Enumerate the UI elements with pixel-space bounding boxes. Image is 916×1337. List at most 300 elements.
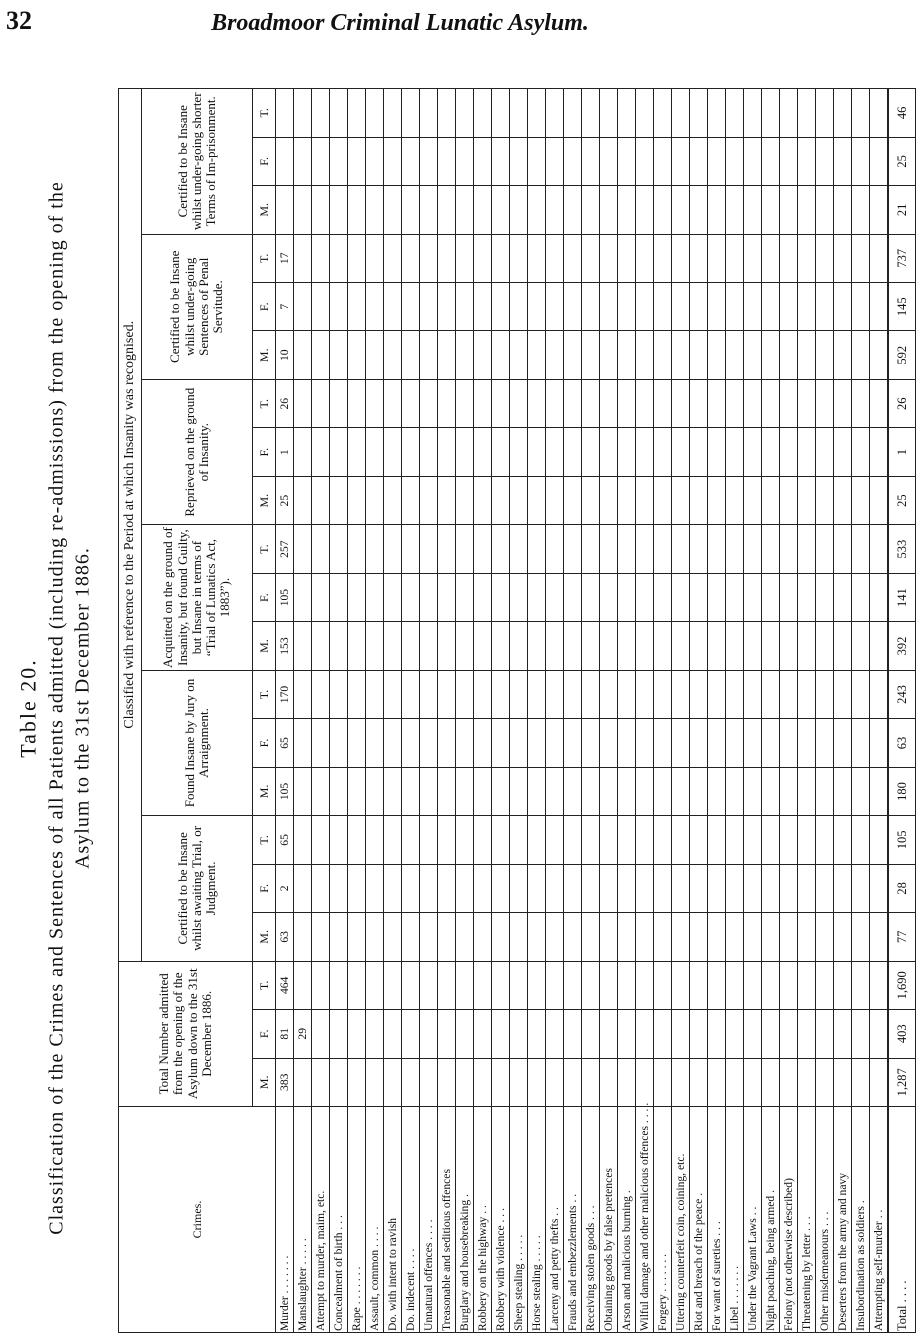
count-cell xyxy=(366,670,384,718)
crime-label: Manslaughter . . . . . xyxy=(294,1107,312,1333)
group-header-imprisonment: Certified to be Insane whilst under-going shorter Terms of Im-prisonment. xyxy=(142,89,253,235)
count-cell xyxy=(402,913,420,961)
sub-header-m: M. xyxy=(253,622,276,670)
count-cell xyxy=(582,961,600,1009)
count-cell xyxy=(330,379,348,427)
count-cell xyxy=(294,573,312,621)
count-cell: 2 xyxy=(276,864,294,912)
table-row xyxy=(330,89,348,1333)
count-cell xyxy=(330,573,348,621)
count-cell xyxy=(366,573,384,621)
count-cell xyxy=(492,573,510,621)
table-row xyxy=(816,89,834,1333)
count-cell xyxy=(564,331,582,379)
count-cell xyxy=(402,1010,420,1058)
count-cell xyxy=(708,961,726,1009)
count-cell xyxy=(546,89,564,138)
count-cell xyxy=(456,1058,474,1106)
count-cell xyxy=(816,379,834,427)
count-cell xyxy=(546,1010,564,1058)
count-cell xyxy=(870,525,889,573)
count-cell xyxy=(384,913,402,961)
count-cell xyxy=(618,234,636,282)
count-cell xyxy=(744,525,762,573)
count-cell xyxy=(636,331,654,379)
count-cell xyxy=(852,428,870,476)
table-row xyxy=(636,89,654,1333)
count-cell: 105 xyxy=(888,816,916,864)
count-cell xyxy=(600,331,618,379)
count-cell xyxy=(330,234,348,282)
count-cell xyxy=(366,1010,384,1058)
count-cell xyxy=(798,864,816,912)
count-cell xyxy=(564,283,582,331)
count-cell xyxy=(834,428,852,476)
count-cell xyxy=(708,719,726,767)
count-cell xyxy=(762,525,780,573)
count-cell xyxy=(438,331,456,379)
crime-label: Libel . . . . . . . xyxy=(726,1107,744,1333)
count-cell xyxy=(510,670,528,718)
count-cell xyxy=(816,864,834,912)
count-cell xyxy=(528,331,546,379)
count-cell: 243 xyxy=(888,670,916,718)
count-cell xyxy=(492,379,510,427)
count-cell xyxy=(420,428,438,476)
count-cell xyxy=(618,89,636,138)
table-row xyxy=(366,89,384,1333)
count-cell xyxy=(546,864,564,912)
count-cell xyxy=(618,816,636,864)
count-cell xyxy=(312,283,330,331)
count-cell xyxy=(726,137,744,185)
count-cell xyxy=(348,961,366,1009)
count-cell: 29 xyxy=(294,1010,312,1058)
count-cell xyxy=(744,234,762,282)
count-cell xyxy=(312,670,330,718)
count-cell xyxy=(780,476,798,524)
count-cell xyxy=(708,89,726,138)
count-cell xyxy=(474,379,492,427)
count-cell xyxy=(564,379,582,427)
count-cell xyxy=(492,622,510,670)
count-cell xyxy=(618,670,636,718)
count-cell xyxy=(744,379,762,427)
count-cell xyxy=(618,428,636,476)
count-cell xyxy=(366,1058,384,1106)
count-cell xyxy=(456,137,474,185)
count-cell xyxy=(474,961,492,1009)
count-cell xyxy=(438,1058,456,1106)
count-cell xyxy=(852,670,870,718)
count-cell xyxy=(744,476,762,524)
count-cell xyxy=(798,89,816,138)
count-cell xyxy=(672,816,690,864)
count-cell xyxy=(312,89,330,138)
count-cell xyxy=(726,573,744,621)
table-row xyxy=(834,89,852,1333)
count-cell xyxy=(618,525,636,573)
count-cell xyxy=(636,1010,654,1058)
count-cell xyxy=(672,283,690,331)
count-cell xyxy=(672,767,690,815)
count-cell: 1,690 xyxy=(888,961,916,1009)
table-row xyxy=(600,89,618,1333)
count-cell xyxy=(384,816,402,864)
table-row xyxy=(780,89,798,1333)
count-cell xyxy=(672,137,690,185)
count-cell xyxy=(456,816,474,864)
count-cell xyxy=(510,89,528,138)
count-cell xyxy=(654,476,672,524)
count-cell xyxy=(636,379,654,427)
count-cell xyxy=(654,719,672,767)
count-cell: 77 xyxy=(888,913,916,961)
count-cell xyxy=(816,1058,834,1106)
table-row xyxy=(384,89,402,1333)
count-cell xyxy=(870,573,889,621)
group-header-awaiting-trial: Certified to be Insane whilst awaiting Trial, or Judgment. xyxy=(142,816,253,961)
count-cell xyxy=(348,573,366,621)
table-row xyxy=(798,89,816,1333)
count-cell xyxy=(564,767,582,815)
count-cell xyxy=(726,379,744,427)
count-cell xyxy=(510,573,528,621)
count-cell xyxy=(402,186,420,234)
count-cell xyxy=(492,137,510,185)
count-cell xyxy=(816,719,834,767)
count-cell xyxy=(852,89,870,138)
count-cell xyxy=(420,622,438,670)
count-cell xyxy=(384,234,402,282)
count-cell xyxy=(726,622,744,670)
count-cell xyxy=(420,137,438,185)
count-cell xyxy=(330,428,348,476)
group-header-acquitted: Acquitted on the ground of Insanity, but found Guilty, but Insane in terms of “Trial of Lunatics Act, 1883”). xyxy=(142,525,253,670)
count-cell xyxy=(654,331,672,379)
count-cell xyxy=(816,89,834,138)
count-cell xyxy=(528,525,546,573)
count-cell xyxy=(618,573,636,621)
count-cell xyxy=(384,186,402,234)
count-cell xyxy=(636,816,654,864)
count-cell xyxy=(420,1058,438,1106)
count-cell xyxy=(348,622,366,670)
sub-header-f: F. xyxy=(253,283,276,331)
sub-header-t: T. xyxy=(253,670,276,718)
count-cell xyxy=(474,428,492,476)
count-cell xyxy=(618,137,636,185)
count-cell xyxy=(528,573,546,621)
count-cell xyxy=(798,331,816,379)
count-cell xyxy=(438,816,456,864)
count-cell xyxy=(294,525,312,573)
count-cell xyxy=(510,816,528,864)
count-cell xyxy=(870,283,889,331)
count-cell xyxy=(420,961,438,1009)
table-row xyxy=(744,89,762,1333)
count-cell xyxy=(726,283,744,331)
count-cell xyxy=(402,816,420,864)
table-row xyxy=(870,89,889,1333)
count-cell xyxy=(438,767,456,815)
crime-label: Insubordination as soldiers . xyxy=(852,1107,870,1333)
crime-label: Horse stealing . . . . . xyxy=(528,1107,546,1333)
count-cell xyxy=(600,1058,618,1106)
count-cell xyxy=(816,573,834,621)
count-cell xyxy=(816,622,834,670)
count-cell: 25 xyxy=(276,476,294,524)
count-cell xyxy=(636,622,654,670)
count-cell xyxy=(312,186,330,234)
count-cell xyxy=(798,234,816,282)
count-cell xyxy=(708,573,726,621)
count-cell xyxy=(402,573,420,621)
count-cell xyxy=(492,525,510,573)
crime-label: Concealment of birth . . . xyxy=(330,1107,348,1333)
count-cell xyxy=(366,283,384,331)
crime-label: Wilful damage and other malicious offences . . . . xyxy=(636,1107,654,1333)
count-cell xyxy=(402,89,420,138)
count-cell xyxy=(654,816,672,864)
count-cell xyxy=(420,1010,438,1058)
count-cell xyxy=(366,913,384,961)
count-cell xyxy=(636,670,654,718)
count-cell xyxy=(564,186,582,234)
crime-label: Arson and malicious burning . xyxy=(618,1107,636,1333)
count-cell xyxy=(798,137,816,185)
count-cell xyxy=(690,234,708,282)
count-cell xyxy=(546,476,564,524)
count-cell: 105 xyxy=(276,573,294,621)
count-cell xyxy=(348,89,366,138)
count-cell xyxy=(600,476,618,524)
count-cell xyxy=(834,913,852,961)
count-cell xyxy=(474,864,492,912)
count-cell xyxy=(546,961,564,1009)
count-cell xyxy=(366,186,384,234)
crime-label: Other misdemeanours . . . xyxy=(816,1107,834,1333)
count-cell xyxy=(654,428,672,476)
count-cell xyxy=(456,719,474,767)
count-cell xyxy=(348,476,366,524)
count-cell: 46 xyxy=(888,89,916,138)
count-cell: 21 xyxy=(888,186,916,234)
count-cell xyxy=(582,89,600,138)
count-cell xyxy=(402,719,420,767)
count-cell xyxy=(582,767,600,815)
count-cell xyxy=(816,476,834,524)
count-cell xyxy=(870,961,889,1009)
count-cell xyxy=(402,379,420,427)
count-cell xyxy=(438,379,456,427)
count-cell xyxy=(546,186,564,234)
count-cell xyxy=(456,186,474,234)
count-cell xyxy=(456,1010,474,1058)
count-cell xyxy=(366,622,384,670)
table-row xyxy=(762,89,780,1333)
table-caption-line2: Asylum to the 31st December 1886. xyxy=(71,547,94,869)
count-cell xyxy=(780,864,798,912)
count-cell xyxy=(294,1058,312,1106)
count-cell xyxy=(492,428,510,476)
count-cell xyxy=(312,864,330,912)
crime-label: Attempting self-murder . . xyxy=(870,1107,889,1333)
count-cell xyxy=(744,1058,762,1106)
count-cell xyxy=(528,428,546,476)
count-cell: 26 xyxy=(888,379,916,427)
count-cell xyxy=(690,137,708,185)
count-cell xyxy=(474,670,492,718)
count-cell xyxy=(492,864,510,912)
count-cell xyxy=(564,622,582,670)
crime-label: Obtaining goods by false pretences xyxy=(600,1107,618,1333)
table-row xyxy=(852,89,870,1333)
count-cell xyxy=(528,816,546,864)
count-cell xyxy=(654,525,672,573)
count-cell: 65 xyxy=(276,816,294,864)
count-cell: 7 xyxy=(276,283,294,331)
count-cell xyxy=(564,428,582,476)
count-cell xyxy=(708,428,726,476)
count-cell xyxy=(762,89,780,138)
count-cell xyxy=(852,379,870,427)
count-cell xyxy=(420,234,438,282)
table-row xyxy=(402,89,420,1333)
count-cell xyxy=(636,137,654,185)
count-cell xyxy=(510,428,528,476)
count-cell xyxy=(582,1058,600,1106)
count-cell xyxy=(708,283,726,331)
count-cell xyxy=(438,719,456,767)
count-cell xyxy=(294,961,312,1009)
crimes-header: Crimes. xyxy=(119,1107,276,1333)
count-cell xyxy=(402,622,420,670)
count-cell xyxy=(564,913,582,961)
count-cell xyxy=(546,331,564,379)
count-cell xyxy=(384,525,402,573)
count-cell xyxy=(816,961,834,1009)
count-cell xyxy=(474,1010,492,1058)
count-cell xyxy=(582,864,600,912)
count-cell xyxy=(312,767,330,815)
table-row xyxy=(582,89,600,1333)
count-cell xyxy=(366,89,384,138)
count-cell xyxy=(600,864,618,912)
count-cell xyxy=(852,186,870,234)
sub-header-t: T. xyxy=(253,816,276,864)
count-cell xyxy=(582,573,600,621)
count-cell: 26 xyxy=(276,379,294,427)
count-cell xyxy=(294,331,312,379)
count-cell xyxy=(366,137,384,185)
count-cell xyxy=(726,476,744,524)
count-cell xyxy=(726,331,744,379)
count-cell xyxy=(762,1058,780,1106)
count-cell xyxy=(672,476,690,524)
count-cell xyxy=(348,186,366,234)
count-cell: 180 xyxy=(888,767,916,815)
count-cell xyxy=(618,331,636,379)
count-cell xyxy=(330,89,348,138)
count-cell xyxy=(348,670,366,718)
count-cell xyxy=(672,622,690,670)
count-cell xyxy=(798,186,816,234)
count-cell xyxy=(312,525,330,573)
count-cell xyxy=(546,816,564,864)
count-cell xyxy=(726,670,744,718)
count-cell xyxy=(294,89,312,138)
count-cell xyxy=(672,525,690,573)
count-cell xyxy=(564,670,582,718)
count-cell xyxy=(384,1058,402,1106)
count-cell xyxy=(708,186,726,234)
count-cell xyxy=(312,476,330,524)
count-cell xyxy=(708,137,726,185)
count-cell xyxy=(852,961,870,1009)
crime-label: Unnatural offences . . . . xyxy=(420,1107,438,1333)
count-cell: 403 xyxy=(888,1010,916,1058)
count-cell xyxy=(726,816,744,864)
count-cell xyxy=(798,913,816,961)
count-cell xyxy=(834,476,852,524)
count-cell xyxy=(834,525,852,573)
count-cell xyxy=(348,379,366,427)
count-cell xyxy=(420,767,438,815)
count-cell xyxy=(870,331,889,379)
count-cell xyxy=(366,816,384,864)
count-cell xyxy=(510,331,528,379)
crime-label: Uttering counterfeit coin, coining, etc. xyxy=(672,1107,690,1333)
count-cell xyxy=(438,864,456,912)
count-cell: 145 xyxy=(888,283,916,331)
count-cell xyxy=(294,913,312,961)
count-cell xyxy=(744,573,762,621)
count-cell xyxy=(852,816,870,864)
count-cell xyxy=(366,719,384,767)
count-cell xyxy=(528,670,546,718)
count-cell xyxy=(762,428,780,476)
count-cell xyxy=(780,1058,798,1106)
count-cell xyxy=(492,1058,510,1106)
count-cell xyxy=(780,89,798,138)
count-cell xyxy=(384,864,402,912)
count-cell xyxy=(852,1058,870,1106)
count-cell xyxy=(492,670,510,718)
count-cell xyxy=(744,89,762,138)
count-cell: 81 xyxy=(276,1010,294,1058)
count-cell xyxy=(744,186,762,234)
count-cell xyxy=(582,234,600,282)
count-cell xyxy=(348,864,366,912)
count-cell xyxy=(420,186,438,234)
table-row xyxy=(492,89,510,1333)
crime-label: Do. with intent to ravish xyxy=(384,1107,402,1333)
count-cell xyxy=(690,961,708,1009)
count-cell xyxy=(528,379,546,427)
count-cell xyxy=(834,719,852,767)
count-cell xyxy=(384,89,402,138)
count-cell xyxy=(312,719,330,767)
count-cell xyxy=(726,961,744,1009)
count-cell xyxy=(744,1010,762,1058)
crime-label: Assault, common . . . . xyxy=(366,1107,384,1333)
count-cell xyxy=(798,622,816,670)
crime-label: Robbery with violence . . . xyxy=(492,1107,510,1333)
count-cell xyxy=(690,89,708,138)
count-cell xyxy=(726,89,744,138)
count-cell xyxy=(420,670,438,718)
